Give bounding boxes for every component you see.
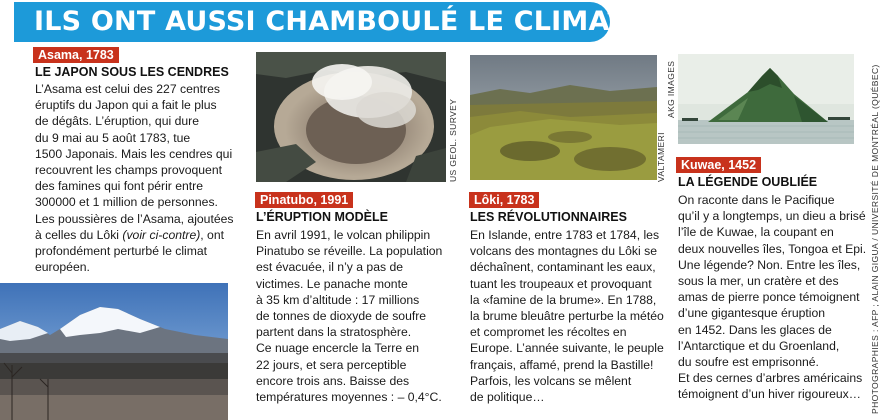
loki-line: volcans des montagnes du Lôki se: [470, 244, 657, 259]
pinatubo-subhead: L’ÉRUPTION MODÈLE: [256, 210, 388, 224]
pinatubo-line: En avril 1991, le volcan philippin: [256, 228, 431, 242]
kuwae-line: l’Antarctique et du Groenland,: [678, 338, 840, 353]
loki-line: déchaînent, contaminant les eaux,: [470, 260, 656, 275]
pinatubo-photo: [256, 52, 446, 182]
asama-tag: Asama, 1783: [33, 47, 119, 63]
kuwae-line: du soufre est emprisonné.: [678, 355, 819, 370]
pinatubo-tag: Pinatubo, 1991: [255, 192, 353, 208]
kuwae-body: [678, 192, 866, 403]
kuwae-line: Une légende? Non. Entre les îles,: [678, 257, 861, 272]
loki-body: [470, 227, 664, 405]
asama-line: profondément perturbé le climat: [35, 244, 208, 259]
kuwae-line: On raconte dans le Pacifique: [678, 193, 835, 207]
asama-line-ref: à celles du Lôki (voir ci-contre), ont: [35, 227, 224, 242]
kuwae-line: deux nouvelles îles, Tongoa et Epi.: [678, 241, 867, 256]
pinatubo-line: de tonnes de dioxyde de soufre: [256, 309, 427, 324]
pinatubo-line: Ce nuage encercle la Terre en: [256, 341, 420, 356]
loki-line: En Islande, entre 1783 et 1784, les: [470, 228, 660, 242]
asama-line: éruptifs du Japon qui a fait le plus: [35, 98, 217, 113]
kuwae-line: l’île de Kuwae, la coupant en: [678, 225, 834, 240]
loki-line: français, affamé, prend la Bastille!: [470, 357, 654, 372]
pinatubo-line: est évacuée, il n’y a pas de: [256, 260, 404, 275]
kuwae-line: amas de pierre ponce témoignent: [678, 290, 860, 305]
asama-line: Les poussières de l’Asama, ajoutées: [35, 211, 234, 226]
photo-credit: VALTAMERI: [656, 132, 666, 182]
pinatubo-line: Pinatubo se réveille. La population: [256, 244, 443, 259]
kuwae-line: d’une gigantesque éruption: [678, 306, 826, 321]
asama-subhead: LE JAPON SOUS LES CENDRES: [35, 65, 229, 79]
loki-line: tuant les troupeaux et provoquant: [470, 276, 652, 291]
loki-subhead: LES RÉVOLUTIONNAIRES: [470, 210, 627, 224]
asama-body: [35, 81, 234, 275]
kuwae-subhead: LA LÉGENDE OUBLIÉE: [678, 175, 818, 189]
kuwae-line: sous la mer, un cratère et des: [678, 274, 839, 289]
kuwae-tag: Kuwae, 1452: [676, 157, 761, 173]
loki-line: la «famine de la brume». En 1788,: [470, 292, 657, 307]
asama-line: recouvrent les champs provoquent: [35, 163, 222, 178]
engraving-volcano-illustration: [678, 54, 854, 144]
volcano-photo-illustration: [0, 283, 228, 420]
loki-tag: Lôki, 1783: [469, 192, 539, 208]
asama-line: 300000 et 1 million de personnes.: [35, 195, 218, 210]
landscape-photo-illustration: [470, 55, 657, 180]
loki-line: la brume bleuâtre perturbe la météo: [470, 309, 664, 324]
header-banner: [14, 2, 627, 42]
pinatubo-line: températures moyennes : – 0,4°C.: [256, 390, 442, 405]
asama-photo: [0, 283, 228, 420]
banner-tab: [14, 36, 26, 42]
kuwae-photo: [678, 54, 854, 144]
asama-line: L’Asama est celui des 227 centres: [35, 82, 220, 96]
pinatubo-line: partent dans la stratosphère.: [256, 325, 412, 340]
photo-credit: AKG IMAGES: [666, 60, 676, 118]
loki-line: de politique…: [470, 390, 545, 405]
photo-credit: US GEOL. SURVEY: [448, 98, 458, 182]
asama-line: de dégâts. L’éruption, qui dure: [35, 114, 199, 129]
asama-line: européen.: [35, 260, 90, 275]
asama-line: du 9 mai au 5 août 1783, tue: [35, 130, 191, 145]
loki-line: et compromet les récoltes en: [470, 325, 627, 340]
pinatubo-line: à 35 km d’altitude : 17 millions: [256, 292, 420, 307]
photo-credit: PHOTOGRAPHIES : AFP ; ALAIN GIGUA / UNIVERSITÉ DE MONTRÉAL (QUÉBEC): [870, 64, 880, 414]
crater-photo-illustration: [256, 52, 446, 182]
loki-line: Europe. L’année suivante, le peuple: [470, 341, 664, 356]
kuwae-line: en 1452. Dans les glaces de: [678, 322, 832, 337]
pinatubo-line: 22 jours, et sera perceptible: [256, 357, 407, 372]
page-title: ILS ONT AUSSI CHAMBOULÉ LE CLIMAT: [34, 6, 627, 37]
kuwae-line: témoignent d’un hiver rigoureux…: [678, 387, 861, 402]
loki-line: Parfois, les volcans se mêlent: [470, 373, 632, 388]
pinatubo-line: victimes. Le panache monte: [256, 276, 408, 291]
pinatubo-body: [256, 227, 442, 405]
asama-line: des famines qui font périr entre: [35, 179, 204, 194]
kuwae-line: qu’il y a longtemps, un dieu a brisé: [678, 209, 866, 224]
loki-photo: [470, 55, 657, 180]
cross-reference: (voir ci-contre): [122, 227, 201, 242]
kuwae-line: Et des cernes d’arbres américains: [678, 371, 863, 386]
pinatubo-line: encore trois ans. Baisse des: [256, 373, 410, 388]
asama-line: 1500 Japonais. Mais les cendres qui: [35, 146, 233, 161]
